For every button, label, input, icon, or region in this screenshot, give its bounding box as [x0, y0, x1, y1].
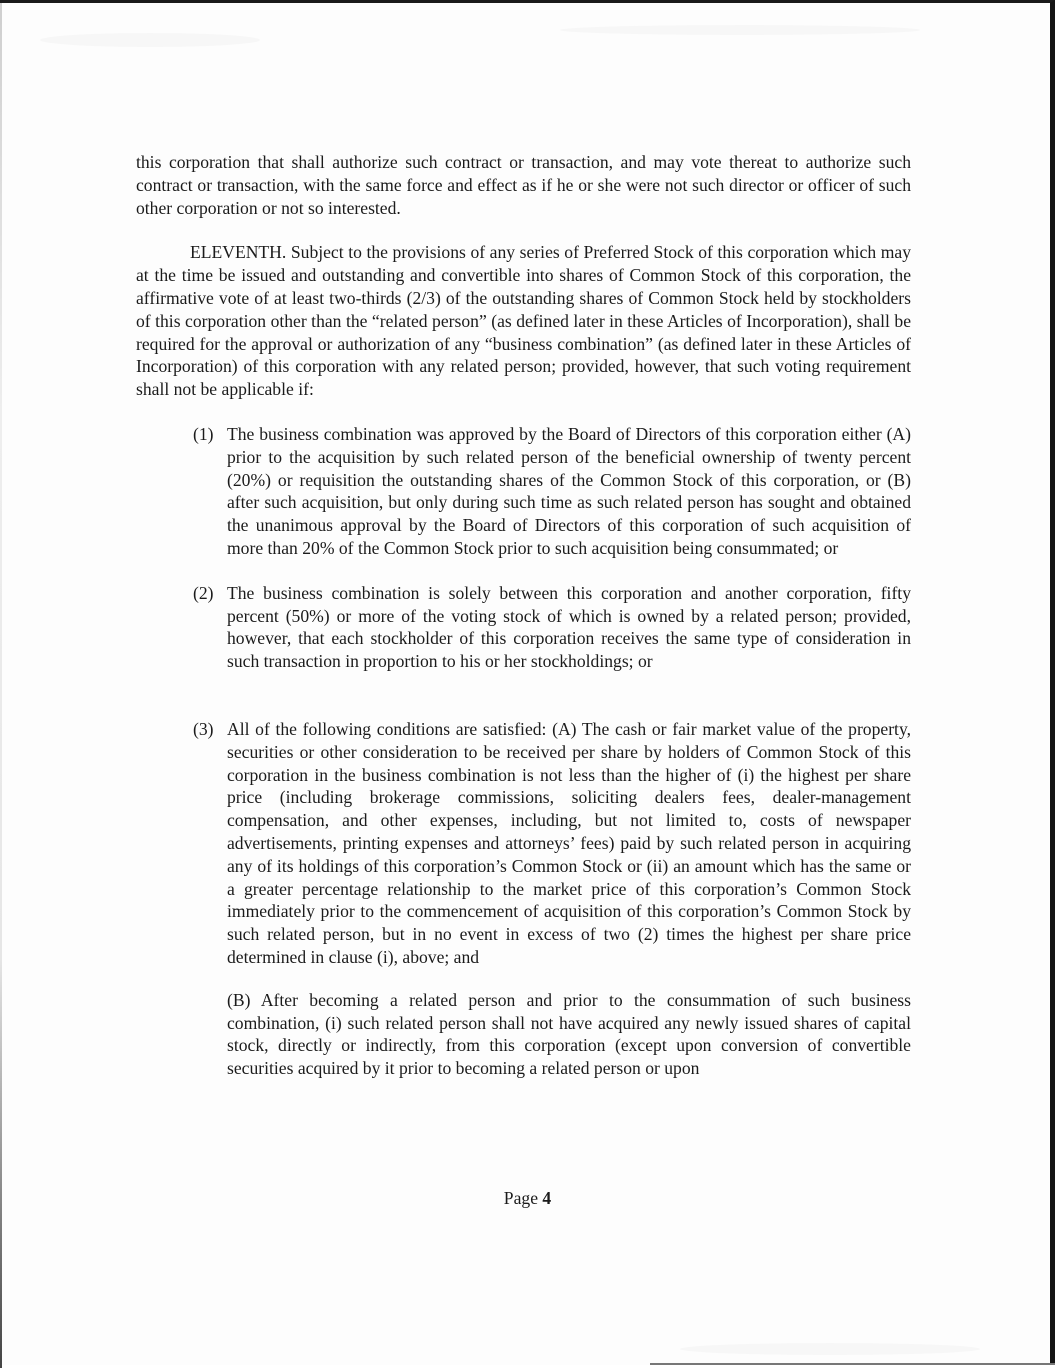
condition-item [136, 423, 911, 560]
condition-item [136, 718, 911, 969]
scan-smudge [680, 1343, 980, 1355]
condition-text: All of the following conditions are satisfied: (A) The cash or fair market value of the property, securities or other consideration to be received per share by holders of Common Stock of this corporation in the business combination is not less than the higher of (i) the highest per share price (including brokerage commissions, soliciting dealers fees, dealer-management compensation, and other expenses, including, but not limited to, costs of newspaper advertisements, printing expenses and attorneys’ fees) paid by such related person in acquiring any of its holdings of this corporation’s Common Stock or (ii) an amount which has the same or a greater percentage relationship to the market price of this corporation’s Common Stock immediately prior to the commencement of acquisition of this corporation’s Common Stock by such related person, but in no event in excess of two (2) times the highest per share price determined in clause (i), above; and [227, 718, 911, 967]
document-body [136, 151, 911, 1080]
scan-smudge [560, 25, 920, 35]
continuation-paragraph: this corporation that shall authorize such contract or transaction, and may vote thereat to authorize such contract or transaction, with the same force and effect as if he or she were not such director or officer of such other corporation or not so interested. [136, 152, 911, 218]
condition-text: The business combination is solely between this corporation and another corporation, fifty percent (50%) or more of the voting stock of which is owned by a related person; provided, however, that each stockholder of this corporation receives the same type of consideration in such transaction in proportion to his or her stockholdings; or [227, 582, 911, 672]
article-eleventh-heading: ELEVENTH. [190, 242, 287, 263]
page-label: Page [503, 1188, 538, 1208]
article-eleventh [136, 241, 911, 401]
scan-edge-left [0, 3, 2, 1368]
condition-3-sub-b: (B) After becoming a related person and prior to the consummation of such business combination, (i) such related person shall not have acquired any newly issued shares of capital stock, directly or indirectly, from this corporation (except upon conversion of convertible securities acquired by it prior to becoming a related person or upon [227, 989, 911, 1079]
article-eleventh-text: Subject to the provisions of any series of Preferred Stock of this corporation which may at the time be issued and outstanding and convertible into shares of Common Stock of this corporation, the affirmative vote of at least two-thirds (2/3) of the outstanding shares of Common Stock held by stockholders of this corporation other than the “related person” (as defined later in these Articles of Incorporation), shall be required for the approval or authorization of any “business combination” (as defined later in these Articles of Incorporation) of this corporation with any related person; provided, however, that such voting requirement shall not be applicable if: [136, 242, 911, 400]
condition-marker: (3) [193, 718, 214, 739]
scan-smudge [40, 33, 260, 47]
page-number: 4 [542, 1188, 552, 1208]
page-footer [0, 1188, 1055, 1209]
condition-marker: (2) [193, 582, 214, 603]
condition-marker: (1) [193, 423, 214, 444]
condition-item [136, 582, 911, 673]
condition-text: The business combination was approved by the Board of Directors of this corporation either (A) prior to the acquisition by such related person of the beneficial ownership of twenty percent (20%) or requisition the outstanding shares of the Common Stock of this corporation, or (B) after such acquisition, but only during such time as such related person has sought and obtained the unanimous approval by the Board of Directors of this corporation of such acquisition of more than 20% of the Common Stock prior to such acquisition being consummated; or [227, 423, 911, 558]
conditions-list [136, 423, 911, 969]
